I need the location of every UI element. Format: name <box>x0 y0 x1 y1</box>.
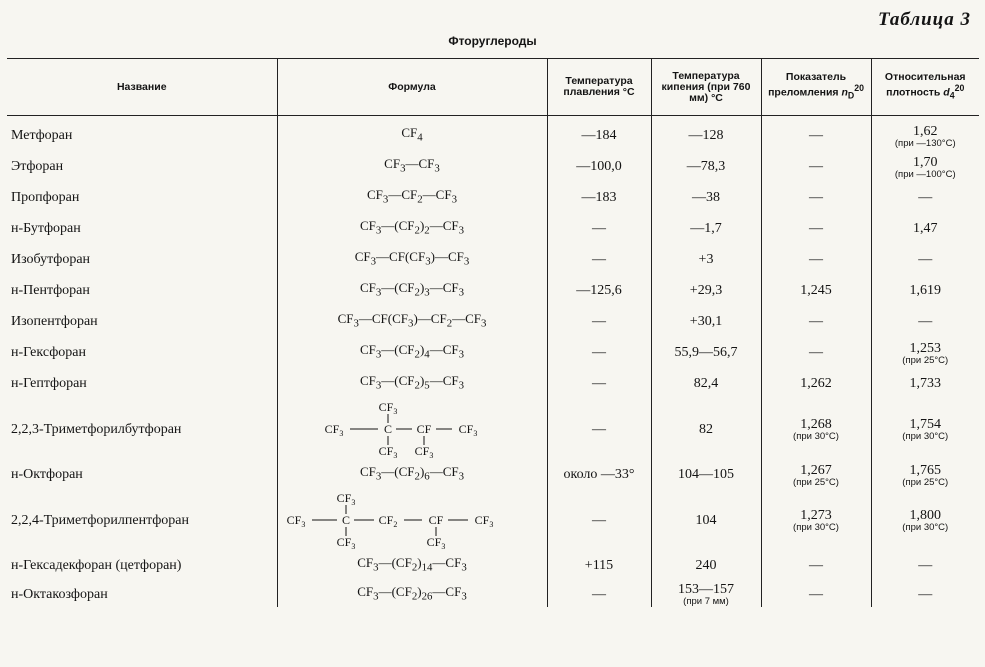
melting-cell <box>547 306 651 337</box>
cf2-group: $CF_2$ <box>378 513 398 529</box>
boiling-value: 153—157 <box>678 582 734 597</box>
header-refractive-index: Показатель преломления $n_D^{20}$ <box>761 59 871 116</box>
compound-formula <box>277 581 547 607</box>
density-note: (при 25°С) <box>902 476 949 488</box>
refraction-cell <box>761 459 871 490</box>
melting-value: —100,0 <box>576 159 622 174</box>
compound-formula <box>277 244 547 275</box>
melting-cell <box>547 399 651 459</box>
density-value: 1,62 <box>913 123 938 139</box>
boiling-value: +30,1 <box>689 314 723 329</box>
formula-text: $CF_3—(CF_2)_5—CF_3$ <box>359 373 465 392</box>
cf-group: CF <box>416 422 432 436</box>
refraction-value: — <box>809 190 823 205</box>
formula-text: $CF_3—(CF_2)_2—CF_3$ <box>359 218 465 237</box>
compound-name: н-Бутфоран <box>11 221 81 236</box>
boiling-cell <box>651 151 761 182</box>
refraction-cell <box>761 244 871 275</box>
compound-formula <box>277 306 547 337</box>
table-row <box>7 182 979 213</box>
density-cell <box>871 151 979 182</box>
compound-formula <box>277 490 547 550</box>
density-cell <box>871 213 979 244</box>
header-formula: Формула <box>277 59 547 116</box>
compound-formula <box>277 213 547 244</box>
density-value: — <box>918 252 933 267</box>
boiling-cell <box>651 182 761 213</box>
table-row <box>7 337 979 368</box>
table-row <box>7 490 979 550</box>
refraction-value: — <box>809 558 823 573</box>
refraction-cell <box>761 337 871 368</box>
boiling-value: —38 <box>692 190 720 205</box>
quaternary-carbon: C <box>383 422 393 436</box>
formula-text: $CF_3—CF_3$ <box>384 156 440 175</box>
formula-text: $CF_4$ <box>401 125 423 144</box>
boiling-cell <box>651 459 761 490</box>
boiling-value: +3 <box>698 252 714 267</box>
compound-name: н-Октакозфоран <box>11 586 108 602</box>
formula-text: $CF_3—(CF_2)_6—CF_3$ <box>359 464 465 483</box>
density-value: — <box>918 558 933 573</box>
header-name: Название <box>7 59 277 116</box>
density-cell <box>871 459 979 490</box>
density-value: — <box>918 586 933 602</box>
boiling-cell <box>651 275 761 306</box>
density-cell <box>871 550 979 581</box>
density-cell <box>871 368 979 399</box>
melting-cell <box>547 116 651 152</box>
refraction-value: 1,267 <box>800 462 832 478</box>
boiling-cell <box>651 550 761 581</box>
table-row <box>7 213 979 244</box>
refraction-cell <box>761 151 871 182</box>
melting-value: около —33° <box>563 467 635 482</box>
compound-formula <box>277 337 547 368</box>
density-value: 1,253 <box>909 340 941 356</box>
formula-text: $CF_3—CF_2—CF_3$ <box>367 187 457 206</box>
compound-formula <box>277 459 547 490</box>
table-row <box>7 459 979 490</box>
cf3-bottom-1: $CF_3$ <box>336 535 356 550</box>
compound-name: 2,2,3-Триметфорилбутфоран <box>11 421 182 437</box>
refraction-note: (при 30°С) <box>793 431 839 442</box>
density-cell <box>871 116 979 152</box>
cf-group: CF <box>428 513 444 527</box>
compound-name: Пропфоран <box>11 190 80 205</box>
density-note: (при 30°С) <box>902 431 949 442</box>
boiling-cell <box>651 244 761 275</box>
refraction-cell <box>761 368 871 399</box>
compound-name: 2,2,4-Триметфорилпентфоран <box>11 512 190 528</box>
fluorocarbon-table <box>7 58 979 607</box>
refraction-note: (при 25°С) <box>793 476 839 488</box>
refraction-value: — <box>809 252 823 267</box>
density-value: 1,619 <box>909 283 941 298</box>
density-cell <box>871 182 979 213</box>
formula-text: $CF_3—(CF_2)_4—CF_3$ <box>359 342 465 361</box>
cf3-left: $CF_3$ <box>286 513 306 529</box>
compound-formula <box>277 275 547 306</box>
density-cell <box>871 490 979 550</box>
header-melting-point: Температура плавления °С <box>547 59 651 116</box>
melting-value: — <box>592 252 606 267</box>
refraction-cell <box>761 306 871 337</box>
density-value: 1,754 <box>909 417 941 432</box>
density-cell <box>871 581 979 607</box>
table-row <box>7 368 979 399</box>
table-row <box>7 244 979 275</box>
refraction-cell <box>761 213 871 244</box>
density-value: 1,800 <box>909 508 941 523</box>
boiling-value: +29,3 <box>689 283 723 298</box>
refraction-value: 1,262 <box>800 376 832 391</box>
density-cell <box>871 337 979 368</box>
refraction-value: — <box>809 586 823 602</box>
boiling-cell <box>651 490 761 550</box>
cf3-right: $CF_3$ <box>458 422 478 438</box>
header-relative-density: Относительная плотность $d_4^{20}$ <box>871 59 979 116</box>
cf3-bottom-1: $CF_3$ <box>378 444 398 459</box>
boiling-cell <box>651 306 761 337</box>
refraction-cell <box>761 581 871 607</box>
melting-value: +115 <box>584 558 614 573</box>
melting-cell <box>547 368 651 399</box>
compound-formula <box>277 368 547 399</box>
density-cell <box>871 275 979 306</box>
melting-cell <box>547 182 651 213</box>
boiling-value: 82,4 <box>693 376 719 391</box>
melting-value: — <box>592 314 606 329</box>
table-number: Таблица 3 <box>877 9 971 30</box>
refraction-value: — <box>809 345 823 360</box>
melting-cell <box>547 244 651 275</box>
boiling-value: 104 <box>695 512 717 528</box>
refraction-cell <box>761 550 871 581</box>
refraction-cell <box>761 182 871 213</box>
melting-cell <box>547 459 651 490</box>
melting-value: —125,6 <box>576 283 622 298</box>
boiling-cell <box>651 213 761 244</box>
formula-text: $CF_3—(CF_2)_{14}—CF_3$ <box>357 555 467 574</box>
boiling-value: —128 <box>688 128 724 143</box>
refraction-cell <box>761 490 871 550</box>
melting-value: —183 <box>581 190 617 205</box>
compound-formula <box>277 151 547 182</box>
refraction-value: — <box>809 314 823 329</box>
boiling-value: 104—105 <box>678 467 734 482</box>
density-note: (при —100°С) <box>894 168 956 180</box>
boiling-value: 82 <box>699 421 713 437</box>
density-cell <box>871 399 979 459</box>
boiling-note: (при 7 мм) <box>683 596 729 607</box>
boiling-cell <box>651 116 761 152</box>
top-cf3: $CF_3$ <box>378 400 398 416</box>
compound-name: Изобутфоран <box>11 252 91 267</box>
refraction-note: (при 30°С) <box>793 522 839 533</box>
boiling-cell <box>651 368 761 399</box>
density-cell <box>871 306 979 337</box>
melting-value: —184 <box>581 128 617 143</box>
density-value: — <box>918 314 933 329</box>
compound-name: Метфоран <box>11 128 73 143</box>
cf3-bottom-2: $CF_3$ <box>426 535 446 550</box>
refraction-value: — <box>809 159 823 174</box>
boiling-cell <box>651 581 761 607</box>
compound-name: н-Гексфоран <box>11 345 87 360</box>
density-value: 1,70 <box>913 154 938 170</box>
header-boiling-point: Температура кипения (при 760 мм) °С <box>651 59 761 116</box>
refraction-value: 1,245 <box>800 283 832 298</box>
refraction-value: 1,273 <box>800 508 832 523</box>
cf3-right: $CF_3$ <box>474 513 494 529</box>
boiling-cell <box>651 399 761 459</box>
formula-text: $CF_3—(CF_2)_3—CF_3$ <box>359 280 465 299</box>
density-value: 1,47 <box>913 221 938 236</box>
refraction-value: 1,268 <box>800 417 832 432</box>
boiling-cell <box>651 337 761 368</box>
table-row <box>7 306 979 337</box>
structural-formula-223 <box>312 399 512 459</box>
table-row <box>7 581 979 607</box>
melting-cell <box>547 337 651 368</box>
density-cell <box>871 244 979 275</box>
table-title: Фторуглероды <box>448 34 537 48</box>
compound-name: Этфоран <box>11 159 64 174</box>
refraction-cell <box>761 399 871 459</box>
density-note: (при —130°С) <box>894 137 956 149</box>
compound-name: н-Октфоран <box>11 467 83 482</box>
boiling-value: —1,7 <box>690 221 722 236</box>
boiling-value: 55,9—56,7 <box>674 345 738 360</box>
compound-formula <box>277 550 547 581</box>
table-row <box>7 116 979 152</box>
header-row <box>7 59 979 116</box>
table-row <box>7 275 979 306</box>
cf3-left: $CF_3$ <box>324 422 344 438</box>
melting-cell <box>547 213 651 244</box>
compound-name: Изопентфоран <box>11 314 98 329</box>
formula-text: $CF_3—CF(CF_3)—CF_2—CF_3$ <box>337 311 487 330</box>
cf3-bottom-2: $CF_3$ <box>414 444 434 459</box>
density-value: — <box>918 190 933 205</box>
melting-value: — <box>592 512 606 528</box>
boiling-value: 240 <box>695 558 717 573</box>
refraction-value: — <box>809 128 823 143</box>
refraction-value: — <box>809 221 823 236</box>
melting-cell <box>547 275 651 306</box>
formula-text: $CF_3—(CF_2)_{26}—CF_3$ <box>357 583 467 603</box>
compound-name: н-Гексадекфоран (цетфоран) <box>11 558 182 573</box>
refraction-cell <box>761 275 871 306</box>
structural-formula-224 <box>282 490 542 550</box>
compound-formula <box>277 116 547 152</box>
melting-cell <box>547 490 651 550</box>
melting-value: — <box>592 586 606 602</box>
table-row <box>7 399 979 459</box>
density-note: (при 25°С) <box>902 354 949 366</box>
refraction-cell <box>761 116 871 152</box>
melting-value: — <box>592 421 606 437</box>
density-value: 1,765 <box>909 462 941 478</box>
formula-text: $CF_3—CF(CF_3)—CF_3$ <box>354 249 470 268</box>
table-row <box>7 151 979 182</box>
melting-cell <box>547 581 651 607</box>
boiling-value: —78,3 <box>686 159 726 174</box>
top-cf3: $CF_3$ <box>336 491 356 507</box>
melting-value: — <box>592 221 606 236</box>
compound-name: н-Гептфоран <box>11 376 87 391</box>
melting-value: — <box>592 376 606 391</box>
melting-cell <box>547 550 651 581</box>
compound-formula <box>277 399 547 459</box>
density-note: (при 30°С) <box>902 522 949 533</box>
density-value: 1,733 <box>909 376 941 391</box>
melting-cell <box>547 151 651 182</box>
quaternary-carbon: C <box>341 513 351 527</box>
compound-formula <box>277 182 547 213</box>
melting-value: — <box>592 345 606 360</box>
compound-name: н-Пентфоран <box>11 283 90 298</box>
table-row <box>7 550 979 581</box>
